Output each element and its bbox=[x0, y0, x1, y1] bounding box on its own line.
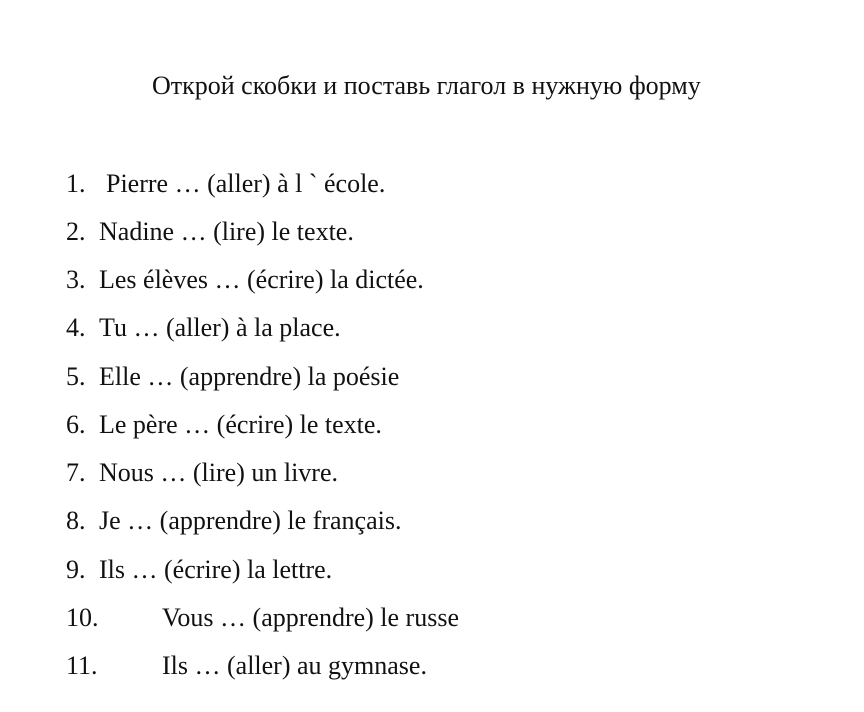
item-text: Ils … (aller) au gymnase. bbox=[162, 651, 427, 680]
item-text: Vous … (apprendre) le russe bbox=[162, 603, 459, 632]
item-number: 5. bbox=[66, 362, 86, 391]
item-text: Pierre … (aller) à l ` école. bbox=[106, 169, 386, 198]
item-number: 9. bbox=[66, 555, 86, 584]
item-number: 4. bbox=[66, 313, 86, 342]
item-text: Tu … (aller) à la place. bbox=[99, 313, 341, 342]
item-number: 11. bbox=[66, 651, 98, 680]
item-text: Le père … (écrire) le texte. bbox=[99, 410, 382, 439]
item-number: 10. bbox=[66, 603, 99, 632]
page-title: Открой скобки и поставь глагол в нужную форму bbox=[152, 71, 701, 100]
item-number: 1. bbox=[66, 169, 86, 198]
list-item bbox=[66, 409, 382, 441]
item-text: Je … (apprendre) le français. bbox=[99, 506, 402, 535]
list-item bbox=[66, 312, 341, 344]
item-text: Ils … (écrire) la lettre. bbox=[99, 555, 333, 584]
item-number: 3. bbox=[66, 265, 86, 294]
list-item bbox=[66, 554, 332, 586]
list-item bbox=[66, 361, 399, 393]
list-item bbox=[66, 457, 338, 489]
list-item bbox=[66, 650, 427, 682]
list-item bbox=[66, 264, 424, 296]
list-item bbox=[66, 216, 354, 248]
item-text: Nadine … (lire) le texte. bbox=[99, 217, 354, 246]
item-number: 8. bbox=[66, 506, 86, 535]
item-number: 7. bbox=[66, 458, 86, 487]
item-number: 6. bbox=[66, 410, 86, 439]
item-text: Elle … (apprendre) la poésie bbox=[99, 362, 400, 391]
item-text: Nous … (lire) un livre. bbox=[99, 458, 339, 487]
item-number: 2. bbox=[66, 217, 86, 246]
list-item bbox=[66, 168, 385, 200]
list-item bbox=[66, 505, 401, 537]
item-text: Les élèves … (écrire) la dictée. bbox=[99, 265, 424, 294]
list-item bbox=[66, 602, 459, 634]
